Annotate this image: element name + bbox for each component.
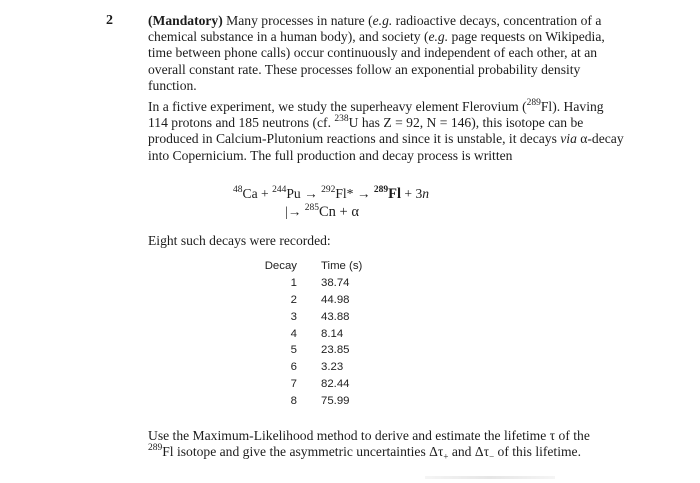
table-row xyxy=(255,342,362,359)
experiment-text-1: In a fictive experiment, we study the superheavy element Flerovium ( xyxy=(148,99,527,114)
experiment-text-3: α-decay into Copernicium. The full production and decay process is written xyxy=(148,131,624,163)
task-sub-plus: + xyxy=(443,451,449,462)
task-text-3: and Δτ xyxy=(448,444,490,460)
eg-1: e.g. xyxy=(372,13,393,28)
intro-text-1: Many processes in nature ( xyxy=(222,13,373,28)
neutron-symbol: n xyxy=(422,186,430,201)
decay-index: 2 xyxy=(290,293,297,306)
decay-index: 7 xyxy=(290,377,297,390)
decay-time: 8.14 xyxy=(321,327,344,340)
cn-mass: 285 xyxy=(304,203,319,213)
table-row xyxy=(255,359,362,376)
cn-term: Cn + α xyxy=(318,204,359,220)
fl-mass: 289 xyxy=(526,98,541,108)
page-edge-artifact xyxy=(425,476,555,479)
decay-time: 44.98 xyxy=(321,293,350,306)
table-row xyxy=(255,376,362,393)
decay-index: 4 xyxy=(290,327,297,340)
u-mass: 238 xyxy=(334,114,349,125)
decay-time: 23.85 xyxy=(321,344,350,357)
fl-product: Fl xyxy=(388,186,401,202)
decay-index: 1 xyxy=(290,277,297,290)
decay-time: 75.99 xyxy=(321,394,350,407)
decay-header: Decay xyxy=(264,260,297,273)
decay-index: 3 xyxy=(290,310,297,323)
fl-star-mass: 292 xyxy=(321,185,336,195)
decay-time: 38.74 xyxy=(321,277,350,290)
time-header: Time (s) xyxy=(321,260,363,273)
task-text-4: of this lifetime. xyxy=(494,444,581,460)
decay-time: 3.23 xyxy=(321,361,344,374)
plus-3n: + 3 xyxy=(401,186,423,201)
pu-mass: 244 xyxy=(272,185,287,195)
question-number: 2 xyxy=(106,13,113,28)
task-paragraph xyxy=(148,428,618,465)
table-header xyxy=(255,258,362,275)
task-sub-minus: − xyxy=(489,451,495,462)
via-text: via xyxy=(560,131,577,147)
recorded-text: Eight such decays were recorded: xyxy=(148,233,331,248)
task-fl-mass: 289 xyxy=(148,443,163,454)
table-row xyxy=(255,325,362,342)
intro-text-2: radioactive decays, concentration of a chemical substance in a human body), and society ( xyxy=(148,13,602,45)
fl-star-term: Fl xyxy=(335,186,347,201)
ca-mass: 48 xyxy=(233,185,243,195)
fl-symbol: Fl xyxy=(540,99,553,114)
table-row xyxy=(255,275,362,292)
decay-time: 82.44 xyxy=(321,377,350,390)
reaction-arrow: * → xyxy=(346,186,374,201)
fl-product-mass: 289 xyxy=(373,185,389,195)
experiment-paragraph xyxy=(148,99,626,164)
eg-2: e.g. xyxy=(428,29,449,45)
table-row xyxy=(255,308,362,325)
decay-index: 5 xyxy=(290,344,297,357)
task-text-1: Use the Maximum-Likelihood method to derive and estimate the lifetime τ of the xyxy=(148,428,590,443)
intro-text-3: page requests on Wikipedia, time between phone calls) occur continuously and independent of each other, at an overall constant rate. These processes follow an exponential probability density function. xyxy=(148,29,605,93)
decay-arrow: |→ xyxy=(285,204,305,219)
experiment-text-2: ). Having 114 protons and 185 neutrons (cf. xyxy=(148,99,604,131)
decay-table xyxy=(255,258,362,409)
decay-time: 43.88 xyxy=(321,310,350,323)
table-row xyxy=(255,292,362,309)
mandatory-label: (Mandatory) xyxy=(148,13,223,28)
intro-paragraph xyxy=(148,13,626,94)
task-text-2: Fl isotope and give the asymmetric uncertainties Δτ xyxy=(162,444,444,460)
pu-term: Pu → xyxy=(286,186,322,201)
decay-equation xyxy=(285,204,359,221)
decay-index: 6 xyxy=(290,361,297,374)
table-row xyxy=(255,392,362,409)
decay-index: 8 xyxy=(290,394,297,407)
reaction-equation xyxy=(233,186,429,203)
ca-term: Ca + xyxy=(242,186,273,201)
u-text: U has Z = 92, N = 146), this isotope can be produced in Calcium-Plutonium reactions and since it is unstable, it decays xyxy=(148,115,584,147)
